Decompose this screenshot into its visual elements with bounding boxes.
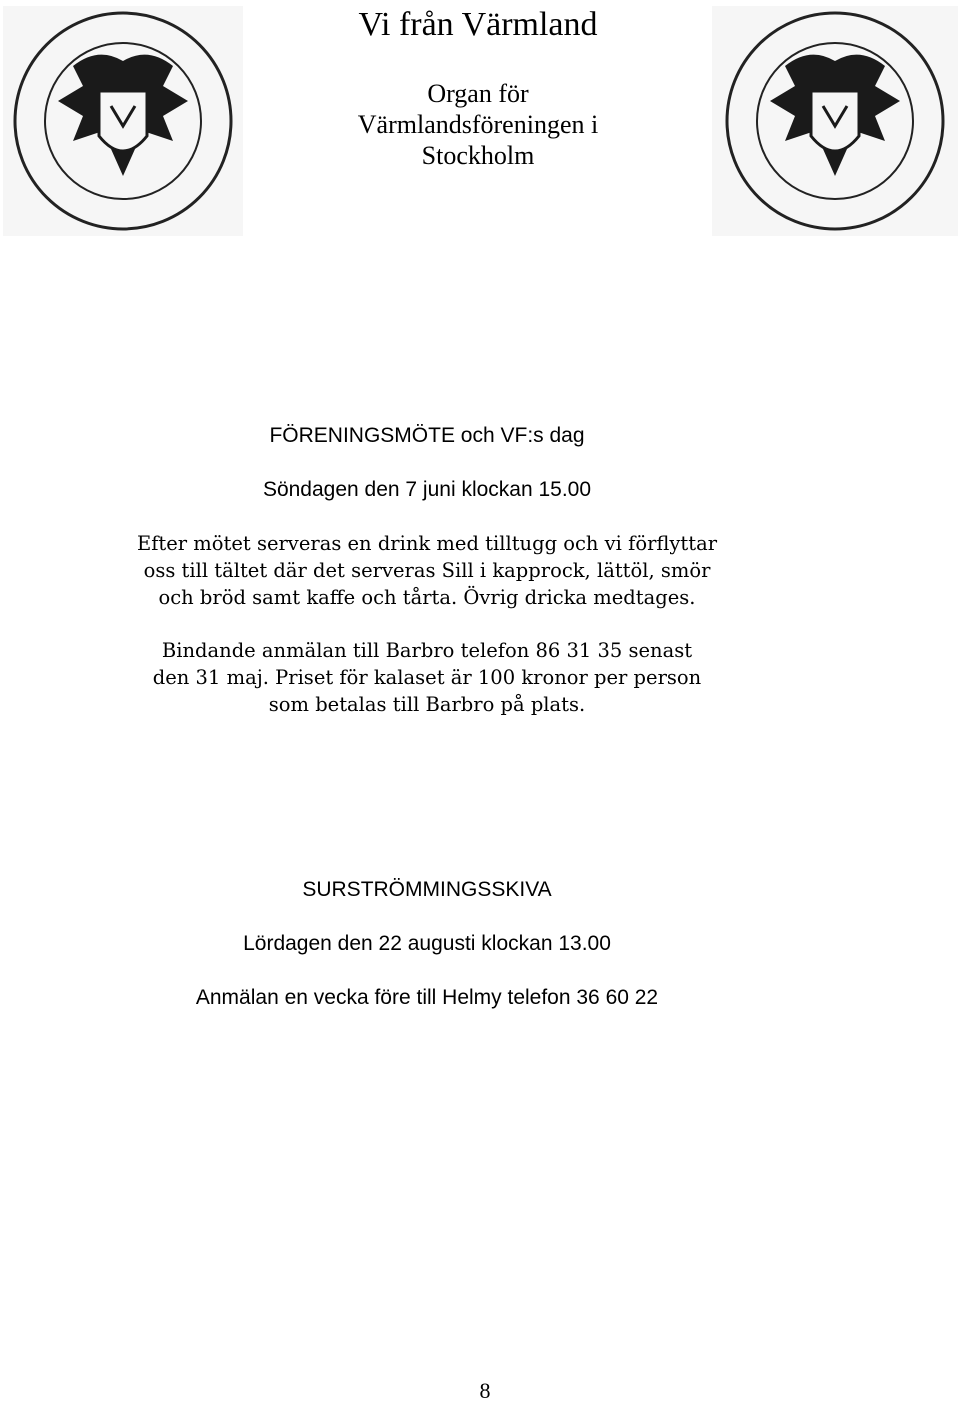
meeting-paragraph-line: Efter mötet serveras en drink med tilltugg och vi förflyttar: [136, 532, 718, 555]
seal-emblem-icon: [3, 6, 243, 236]
meeting-heading: FÖRENINGSMÖTE och VF:s dag: [269, 424, 585, 447]
society-seal-right: [712, 6, 958, 236]
registration-line: som betalas till Barbro på plats.: [268, 693, 586, 716]
meeting-paragraph-line: och bröd samt kaffe och tårta. Övrig dricka medtages.: [158, 586, 696, 609]
meeting-date: Söndagen den 7 juni klockan 15.00: [262, 478, 592, 501]
subtitle-line: Organ för: [427, 79, 529, 108]
page-number: 8: [479, 1378, 491, 1403]
registration-line: Bindande anmälan till Barbro telefon 86 31 35 senast: [161, 639, 693, 662]
seal-emblem-icon: [712, 6, 958, 236]
party-date: Lördagen den 22 augusti klockan 13.00: [243, 932, 611, 955]
party-registration: Anmälan en vecka före till Helmy telefon 36 60 22: [195, 986, 659, 1009]
subtitle-line: Värmlandsföreningen i: [357, 110, 599, 139]
newsletter-title: Vi från Värmland: [358, 6, 598, 43]
party-heading: SURSTRÖMMINGSSKIVA: [302, 878, 552, 901]
subtitle-line: Stockholm: [421, 141, 535, 170]
registration-line: den 31 maj. Priset för kalaset är 100 kronor per person: [152, 666, 702, 689]
meeting-paragraph-line: oss till tältet där det serveras Sill i kapprock, lättöl, smör: [143, 559, 711, 582]
newsletter-subtitle: [252, 78, 704, 171]
society-seal-left: [3, 6, 243, 236]
